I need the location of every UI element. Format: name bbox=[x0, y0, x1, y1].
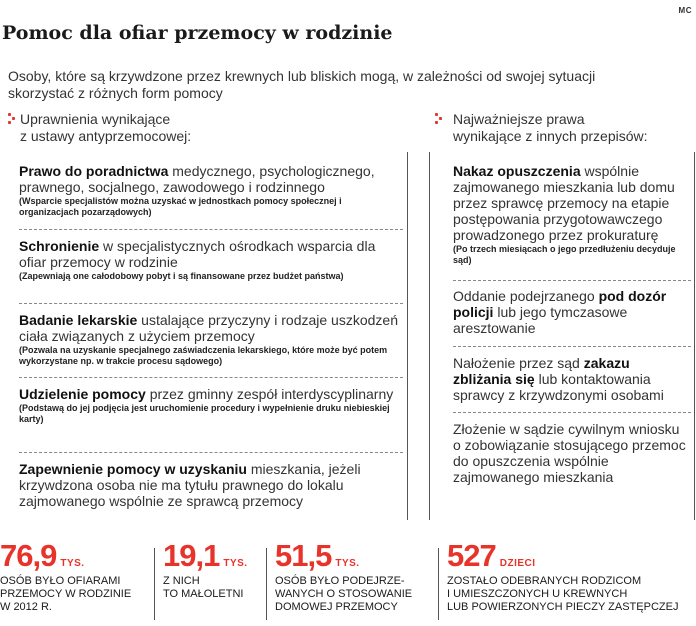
left-heading-line1: Uprawnienia wynikające bbox=[20, 111, 171, 127]
stat-desc-line: WANYCH O STOSOWANIE bbox=[275, 588, 413, 600]
right-item bbox=[453, 163, 689, 266]
left-item-note: (Wsparcie specjalistów można uzyskać w jednostkach pomocy społecznej i organizacjach pozarządowych) bbox=[19, 196, 342, 217]
divider bbox=[453, 280, 691, 281]
right-heading-line1: Najważniejsze prawa bbox=[453, 111, 585, 127]
left-item-note: (Zapewniają one całodobowy pobyt i są finansowane przez budżet państwa) bbox=[19, 271, 344, 281]
stat-value: 527 bbox=[447, 538, 496, 573]
credit-label: MC bbox=[678, 6, 692, 15]
left-item bbox=[19, 461, 403, 509]
left-item-text: przez gminny zespół interdyscyplinarny bbox=[145, 386, 394, 402]
right-item-bold: pod dozór policji bbox=[453, 288, 667, 320]
bullet-dots-icon bbox=[435, 113, 445, 125]
right-column-heading bbox=[435, 111, 695, 145]
stat-desc-line: W 2012 R. bbox=[0, 601, 52, 613]
left-item-bold: Badanie lekarskie bbox=[19, 312, 138, 328]
right-item-bold: Nakaz opuszczenia bbox=[453, 163, 581, 179]
left-item-note: (Pozwala na uzyskanie specjalnego zaświadczenia lekarskiego, które może być potem wykorzystane np. w trakcie procesu sądowego) bbox=[19, 345, 388, 366]
left-item-text: w specjalistycznych ośrodkach wsparcia dla ofiar przemocy w rodzinie bbox=[19, 238, 376, 270]
divider bbox=[19, 452, 403, 453]
left-item bbox=[19, 163, 403, 218]
right-item-bold: zakazu zbliżania się bbox=[453, 355, 630, 387]
stat-desc-line: PRZEMOCY W RODZINIE bbox=[0, 588, 132, 600]
stat-desc-line: DOMOWEJ PRZEMOCY bbox=[275, 601, 398, 613]
stat-separator bbox=[438, 548, 439, 620]
stat-separator bbox=[266, 548, 267, 620]
stat-desc-line: OSÓB BYŁO PODEJRZE- bbox=[275, 575, 405, 587]
stat-block bbox=[163, 540, 263, 601]
stat-desc-line: Z NICH bbox=[163, 575, 200, 587]
stat-block bbox=[275, 540, 430, 614]
right-item-pre: Nałożenie przez sąd bbox=[453, 355, 584, 371]
left-item bbox=[19, 238, 403, 282]
stat-unit: TYS. bbox=[335, 558, 360, 569]
divider bbox=[19, 229, 403, 230]
left-item-text: mieszkania, jeżeli krzywdzona osoba nie ma tytułu prawnego do lokalu zajmowanego wspólnie ze sprawcą przemocy bbox=[19, 461, 361, 509]
stat-desc-line: ZOSTAŁO ODEBRANYCH RODZICOM bbox=[447, 575, 642, 587]
stat-value: 51,5 bbox=[275, 538, 332, 573]
stat-unit: TYS. bbox=[60, 558, 85, 569]
right-item-text: wspólnie zajmowanego mieszkania lub domu przez sprawcę przemocy na etapie postępowania przygotowawczego prowadzonego przez prokuraturę bbox=[453, 163, 675, 243]
divider bbox=[19, 303, 403, 304]
left-item-text: medycznego, psychologicznego, prawnego, socjalnego, zawodowego i rodzinnego bbox=[19, 163, 375, 195]
left-item bbox=[19, 386, 403, 425]
left-item bbox=[19, 312, 403, 367]
left-item-bold: Schronienie bbox=[19, 238, 100, 254]
right-column-left-rule bbox=[429, 152, 430, 520]
left-column-heading bbox=[8, 111, 308, 145]
left-column-rule bbox=[407, 152, 408, 520]
stat-desc-line: OSÓB BYŁO OFIARAMI bbox=[0, 575, 121, 587]
divider bbox=[19, 377, 403, 378]
left-item-bold: Zapewnienie pomocy w uzyskaniu bbox=[19, 461, 247, 477]
divider bbox=[453, 412, 691, 413]
stat-block bbox=[0, 540, 150, 614]
stat-value: 19,1 bbox=[163, 538, 220, 573]
stat-value: 76,9 bbox=[0, 538, 57, 573]
right-column-right-rule bbox=[694, 152, 695, 520]
right-item-pre: Oddanie podejrzanego bbox=[453, 288, 599, 304]
divider bbox=[453, 346, 691, 347]
left-item-note: (Podstawą do jej podjęcia jest uruchomienie procedury i wypełnienie druku niebieskiej karty) bbox=[19, 403, 390, 424]
right-item-text: lub jego tymczasowe aresztowanie bbox=[453, 304, 628, 336]
left-item-bold: Prawo do poradnictwa bbox=[19, 163, 169, 179]
left-item-text: ustalające przyczyny i rodzaje uszkodzeń ciała związanych z użyciem przemocy bbox=[19, 312, 398, 344]
right-item bbox=[453, 288, 689, 336]
stat-desc-line: LUB POWIERZONYCH PIECZY ZASTĘPCZEJ bbox=[447, 601, 679, 613]
stat-separator bbox=[154, 548, 155, 620]
page-title: Pomoc dla ofiar przemocy w rodzinie bbox=[2, 22, 393, 44]
stat-unit: DZIECI bbox=[499, 558, 536, 569]
stat-desc-line: I UMIESZCZONYCH U KREWNYCH bbox=[447, 588, 628, 600]
bullet-dots-icon bbox=[8, 113, 18, 125]
right-heading-line2: wynikające z innych przepisów: bbox=[453, 128, 648, 144]
stat-desc-line: TO MAŁOLETNI bbox=[163, 588, 244, 600]
right-item-pre: Złożenie w sądzie cywilnym wniosku o zobowiązanie stosującego przemoc do opuszczenia wspólnie zajmowanego mieszkania bbox=[453, 421, 686, 485]
left-heading-line2: z ustawy antyprzemocowej: bbox=[20, 128, 192, 144]
intro-text: Osoby, które są krzywdzone przez krewnych lub bliskich mogą, w zależności od swojej sytuacji skorzystać z różnych form pomocy bbox=[8, 68, 596, 101]
stat-unit: TYS. bbox=[223, 558, 248, 569]
right-item-note: (Po trzech miesiącach o jego przedłużeniu decyduje sąd) bbox=[453, 244, 676, 265]
right-item-text: lub kontaktowania sprawcy z krzywdzonymi osobami bbox=[453, 371, 664, 403]
right-item bbox=[453, 355, 689, 403]
left-item-bold: Udzielenie pomocy bbox=[19, 386, 146, 402]
stat-block bbox=[447, 540, 695, 614]
right-item bbox=[453, 421, 689, 485]
